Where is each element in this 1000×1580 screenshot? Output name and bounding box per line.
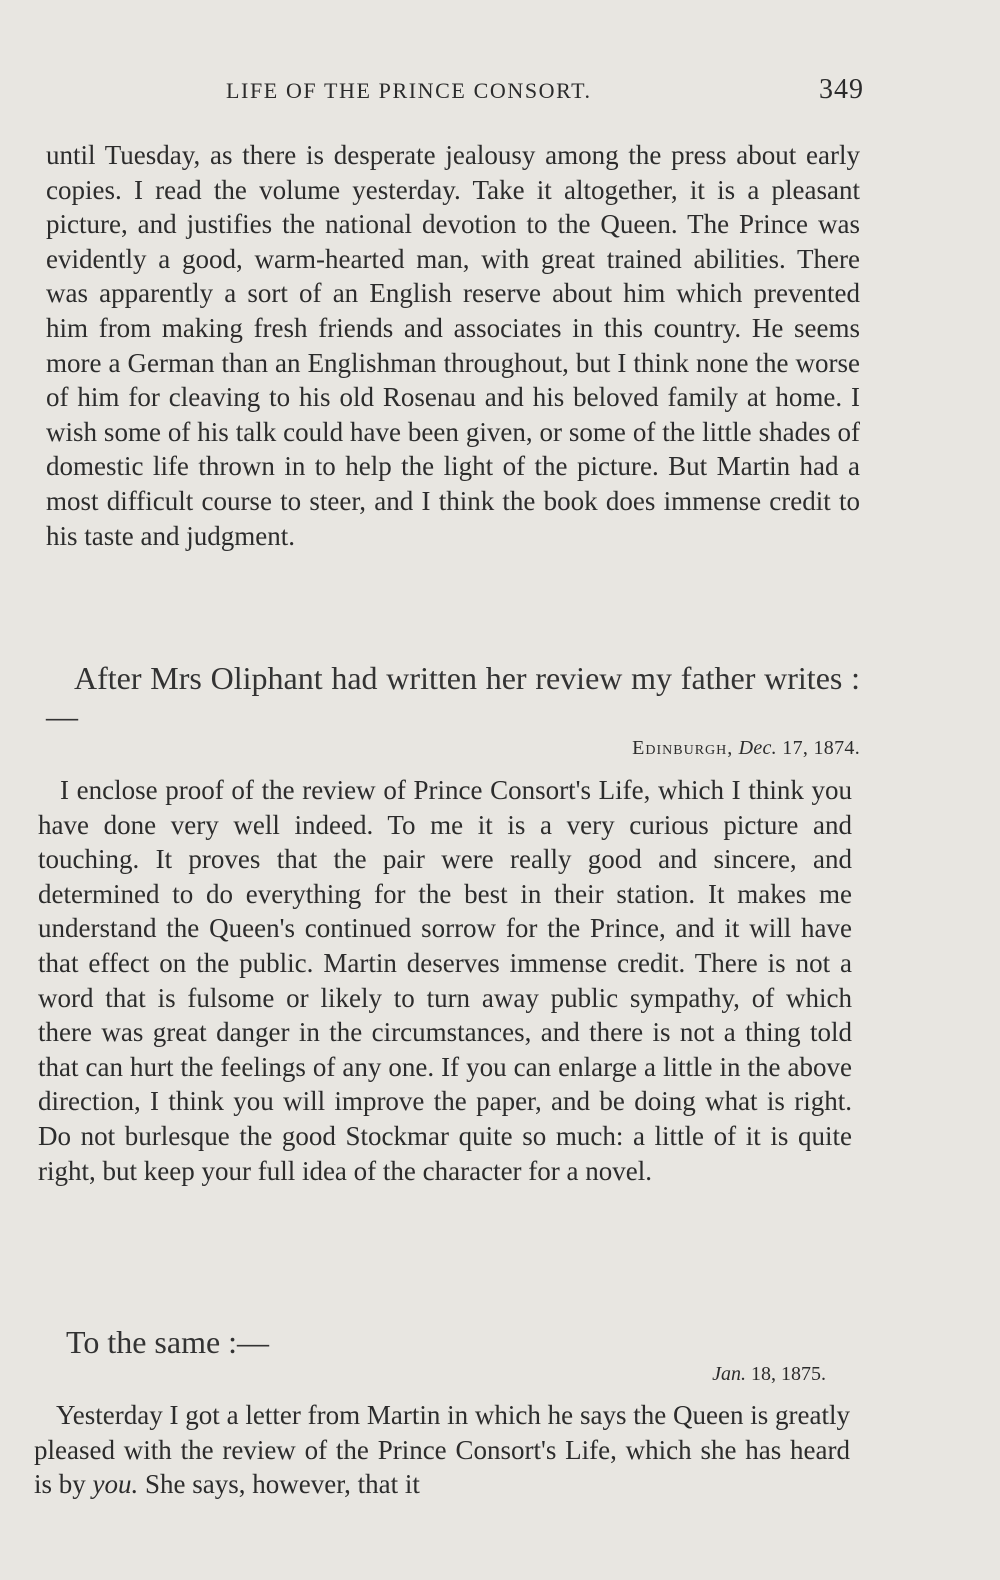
paragraph-1 <box>46 138 860 553</box>
paragraph-3 <box>34 1398 850 1502</box>
dateline-1-month: Dec. <box>738 737 777 759</box>
letter-intro-2-text: To the same :— <box>66 1324 270 1360</box>
letter-intro-1 <box>46 659 860 735</box>
dateline-1-place: Edinburgh, <box>632 737 734 759</box>
running-title: LIFE OF THE PRINCE CONSORT. <box>226 78 592 103</box>
letter-intro-1-text: After Mrs Oliphant had written her review my father writes :— <box>46 660 860 734</box>
dateline-2-month: Jan. <box>712 1363 746 1385</box>
paragraph-3-text <box>34 1398 850 1502</box>
paragraph-1-text: until Tuesday, as there is desperate jealousy among the press about early copies. I read the volume yesterday. Take it altogether, it is a pleasant picture, and justifies the national devotion to the Queen. The Prince was evidently a good, warm-hearted man, with great trained abilities. There was apparently a sort of an English reserve about him which prevented him from making fresh friends and associates in this country. He seems more a German than an Englishman throughout, but I think none the worse of him for cleaving to his old Rosenau and his beloved family at home. I wish some of his talk could have been given, or some of the little shades of domestic life thrown in to help the light of the picture. But Martin had a most difficult course to steer, and I think the book does immense credit to his taste and judgment. <box>46 140 860 551</box>
paragraph-3-end: She says, however, that it <box>138 1469 420 1500</box>
running-header <box>48 72 864 112</box>
paragraph-3-emphasis: you. <box>92 1469 139 1500</box>
page-number: 349 <box>819 74 864 105</box>
paragraph-3-start: Yesterday I got a letter from Martin in which he says the Queen is greatly pleased with the review of the Prince Consort's Life, which she has heard is by <box>34 1400 850 1500</box>
paragraph-2 <box>38 773 852 1188</box>
dateline-1 <box>632 737 860 760</box>
dateline-2 <box>712 1363 826 1386</box>
paragraph-2-text: I enclose proof of the review of Prince Consort's Life, which I think you have done very well indeed. To me it is a very curious picture and touching. It proves that the pair were really good and sincere, and determined to do everything for the best in their station. It makes me understand the Queen's continued sorrow for the Prince, and it will have that effect on the public. Martin deserves immense credit. There is not a word that is fulsome or likely to turn away public sympathy, of which there was great danger in the circumstances, and there is not a thing told that can hurt the feelings of any one. If you can enlarge a little in the above direction, I think you will improve the paper, and be doing what is right. Do not burlesque the good Stockmar quite so much: a little of it is quite right, but keep your full idea of the character for a novel. <box>38 775 852 1186</box>
letter-intro-2 <box>38 1323 852 1361</box>
dateline-1-date: 17, 1874. <box>782 737 860 759</box>
dateline-2-date: 18, 1875. <box>751 1363 826 1385</box>
